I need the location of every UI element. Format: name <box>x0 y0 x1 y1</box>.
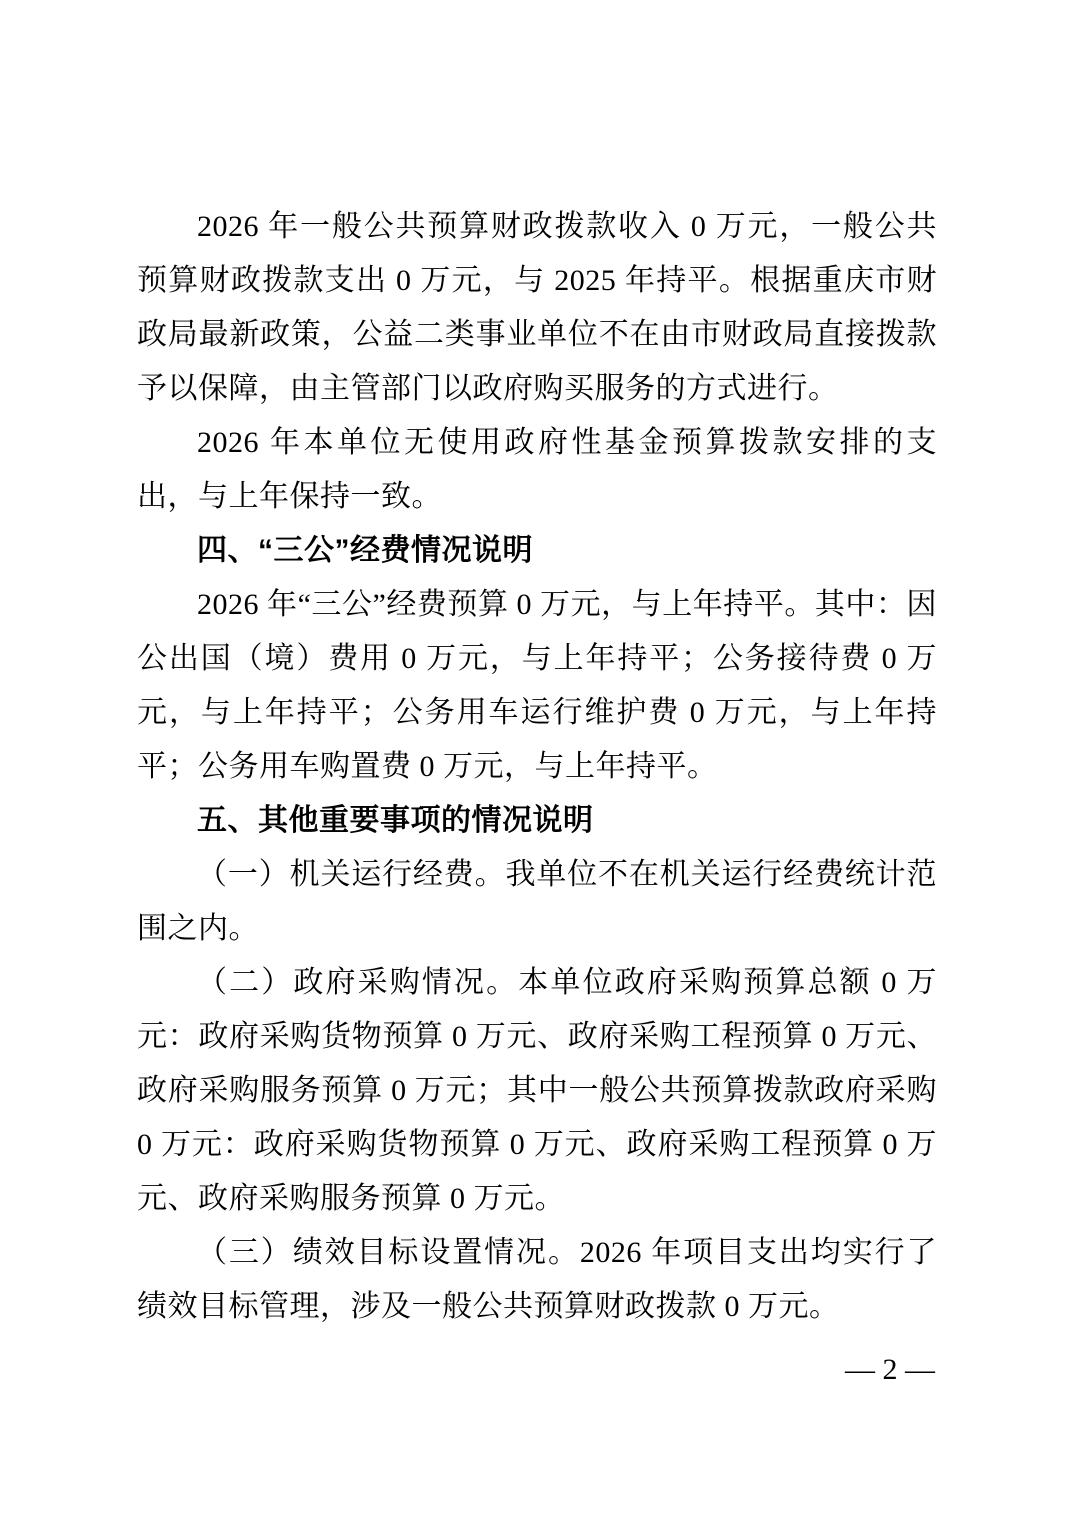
page-number: — 2 — <box>845 1353 935 1386</box>
paragraph-item-2-government-procurement: （二）政府采购情况。本单位政府采购预算总额 0 万元：政府采购货物预算 0 万元、政府采购工程预算 0 万元、政府采购服务预算 0 万元；其中一般公共预算拨款政府采购 0 万元：政府采购货物预算 0 万元、政府采购工程预算 0 万元、政府采购服务预算 0 万元。 <box>137 966 937 1215</box>
heading-section-5-other-important-matters: 五、其他重要事项的情况说明 <box>197 804 594 837</box>
paragraph-three-public-expenses-detail: 2026 年“三公”经费预算 0 万元，与上年持平。其中：因公出国（境）费用 0 万元，与上年持平；公务接待费 0 万元，与上年持平；公务用车运行维护费 0 万元，与上年持平；公务用车购置费 0 万元，与上年持平。 <box>137 588 937 783</box>
paragraph-item-3-performance-targets: （三）绩效目标设置情况。2026 年项目支出均实行了绩效目标管理，涉及一般公共预算财政拨款 0 万元。 <box>137 1236 937 1323</box>
paragraph-government-fund-budget: 2026 年本单位无使用政府性基金预算拨款安排的支出，与上年保持一致。 <box>137 426 937 513</box>
paragraph-item-1-agency-operating-funds: （一）机关运行经费。我单位不在机关运行经费统计范围之内。 <box>137 858 937 945</box>
heading-section-4-three-public-expenses: 四、“三公”经费情况说明 <box>197 534 533 567</box>
paragraph-general-budget-appropriation: 2026 年一般公共预算财政拨款收入 0 万元，一般公共预算财政拨款支出 0 万元，与 2025 年持平。根据重庆市财政局最新政策，公益二类事业单位不在由市财政局直接拨款予以保障，由主管部门以政府购买服务的方式进行。 <box>137 210 937 405</box>
document-body <box>137 200 937 1334</box>
